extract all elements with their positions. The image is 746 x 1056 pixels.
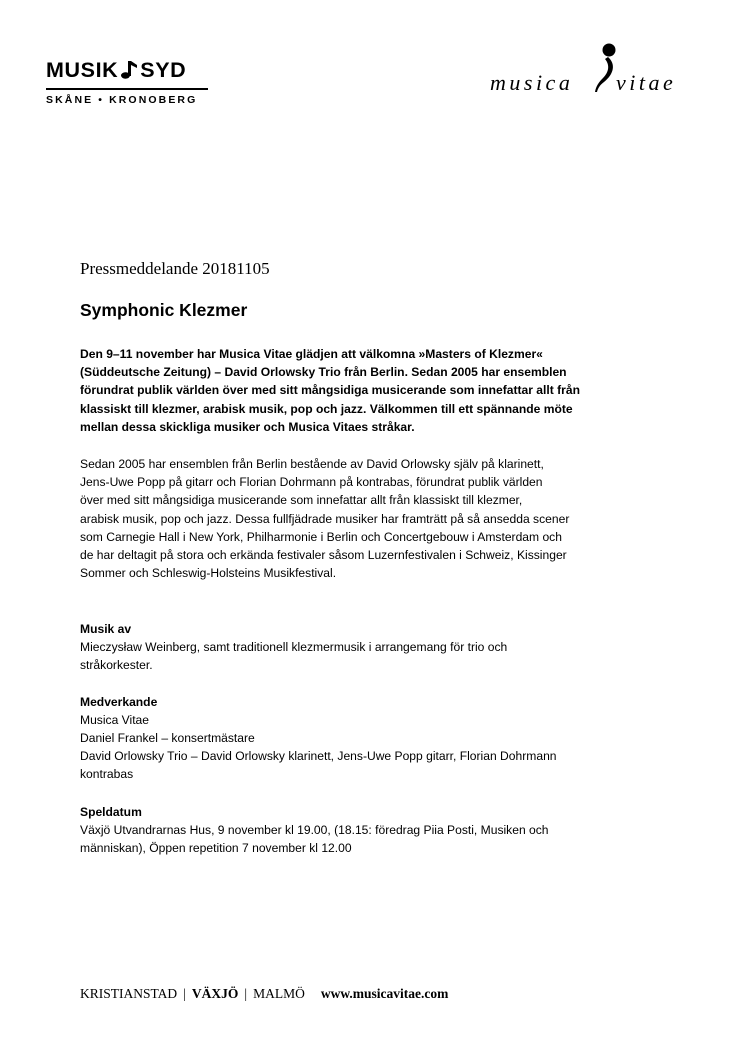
logo-word-musica: musica <box>490 70 574 95</box>
dates-section <box>80 803 660 857</box>
musica-vitae-logo <box>486 42 706 94</box>
performers-section <box>80 693 660 783</box>
music-heading: Musik av <box>80 622 132 636</box>
logo-word-vitae: vitae <box>616 70 677 95</box>
lead-line: klassiskt till klezmer, arabisk musik, pop och jazz. Välkommen till ett spännande möte <box>80 401 573 416</box>
footer-separator: | <box>244 986 248 1001</box>
logo-subtitle: SKÅNE • KRONOBERG <box>46 94 198 106</box>
lead-paragraph <box>80 345 660 436</box>
body-line: Jens-Uwe Popp på gitarr och Florian Dohrmann på kontrabas, förundrat publik världen <box>80 475 543 490</box>
body-line: arabisk musik, pop och jazz. Dessa fullfjädrade musiker har framträtt på så ansedda scener <box>80 511 570 526</box>
press-release-label: Pressmeddelande 20181105 <box>80 259 270 278</box>
logo-divider <box>46 88 208 90</box>
musik-i-syd-logo <box>46 58 210 106</box>
music-line: Mieczysław Weinberg, samt traditionell klezmermusik i arrangemang för trio och <box>80 640 508 654</box>
body-line: de har deltagit på stora och erkända festivaler såsom Luzernfestivalen i Schweiz, Kissinger <box>80 548 567 563</box>
lead-line: mellan dessa skickliga musiker och Musica Vitaes stråkar. <box>80 419 415 434</box>
body-line: över med sitt mångsidiga musicerande som innefattar allt från klassiskt till klezmer, <box>80 493 523 508</box>
lead-line: (Süddeutsche Zeitung) – David Orlowsky Trio från Berlin. Sedan 2005 har ensemblen <box>80 365 567 380</box>
body-line: Sedan 2005 har ensemblen från Berlin bestående av David Orlowsky själv på klarinett, <box>80 457 544 471</box>
footer-city-vaxjo: VÄXJÖ <box>191 986 239 1001</box>
logo-word-syd: SYD <box>140 58 187 82</box>
lead-line: förundrat publik världen över med sitt mångsidiga musicerande som innefattar allt från <box>80 383 580 398</box>
music-note-icon <box>120 60 138 80</box>
date-line: människan), Öppen repetition 7 november kl 12.00 <box>80 841 352 855</box>
performer-line: kontrabas <box>80 767 134 781</box>
footer-city-kristianstad: KRISTIANSTAD <box>80 986 178 1001</box>
footer <box>80 986 448 1002</box>
dates-heading: Speldatum <box>80 805 142 819</box>
music-line: stråkorkester. <box>80 658 153 672</box>
body-line: Sommer och Schleswig-Holsteins Musikfestival. <box>80 566 337 581</box>
footer-city-malmo: MALMÖ <box>253 986 305 1001</box>
footer-website-link[interactable]: www.musicavitae.com <box>320 986 449 1001</box>
body-paragraph <box>80 455 660 582</box>
performer-line: David Orlowsky Trio – David Orlowsky klarinett, Jens-Uwe Popp gitarr, Florian Dohrmann <box>80 749 557 763</box>
body-line: som Carnegie Hall i New York, Philharmonie i Berlin och Concertgebouw i Amsterdam och <box>80 529 562 544</box>
footer-separator: | <box>183 986 186 1001</box>
performer-line: Musica Vitae <box>80 713 150 727</box>
performer-line: Daniel Frankel – konsertmästare <box>80 731 255 745</box>
lead-line: Den 9–11 november har Musica Vitae glädjen att välkomna »Masters of Klezmer« <box>80 347 543 361</box>
document-title: Symphonic Klezmer <box>80 300 248 320</box>
music-section <box>80 620 660 674</box>
performers-heading: Medverkande <box>80 695 158 709</box>
date-line: Växjö Utvandrarnas Hus, 9 november kl 19.00, (18.15: föredrag Piia Posti, Musiken och <box>80 823 549 837</box>
logo-word-musik: MUSIK <box>46 58 119 82</box>
